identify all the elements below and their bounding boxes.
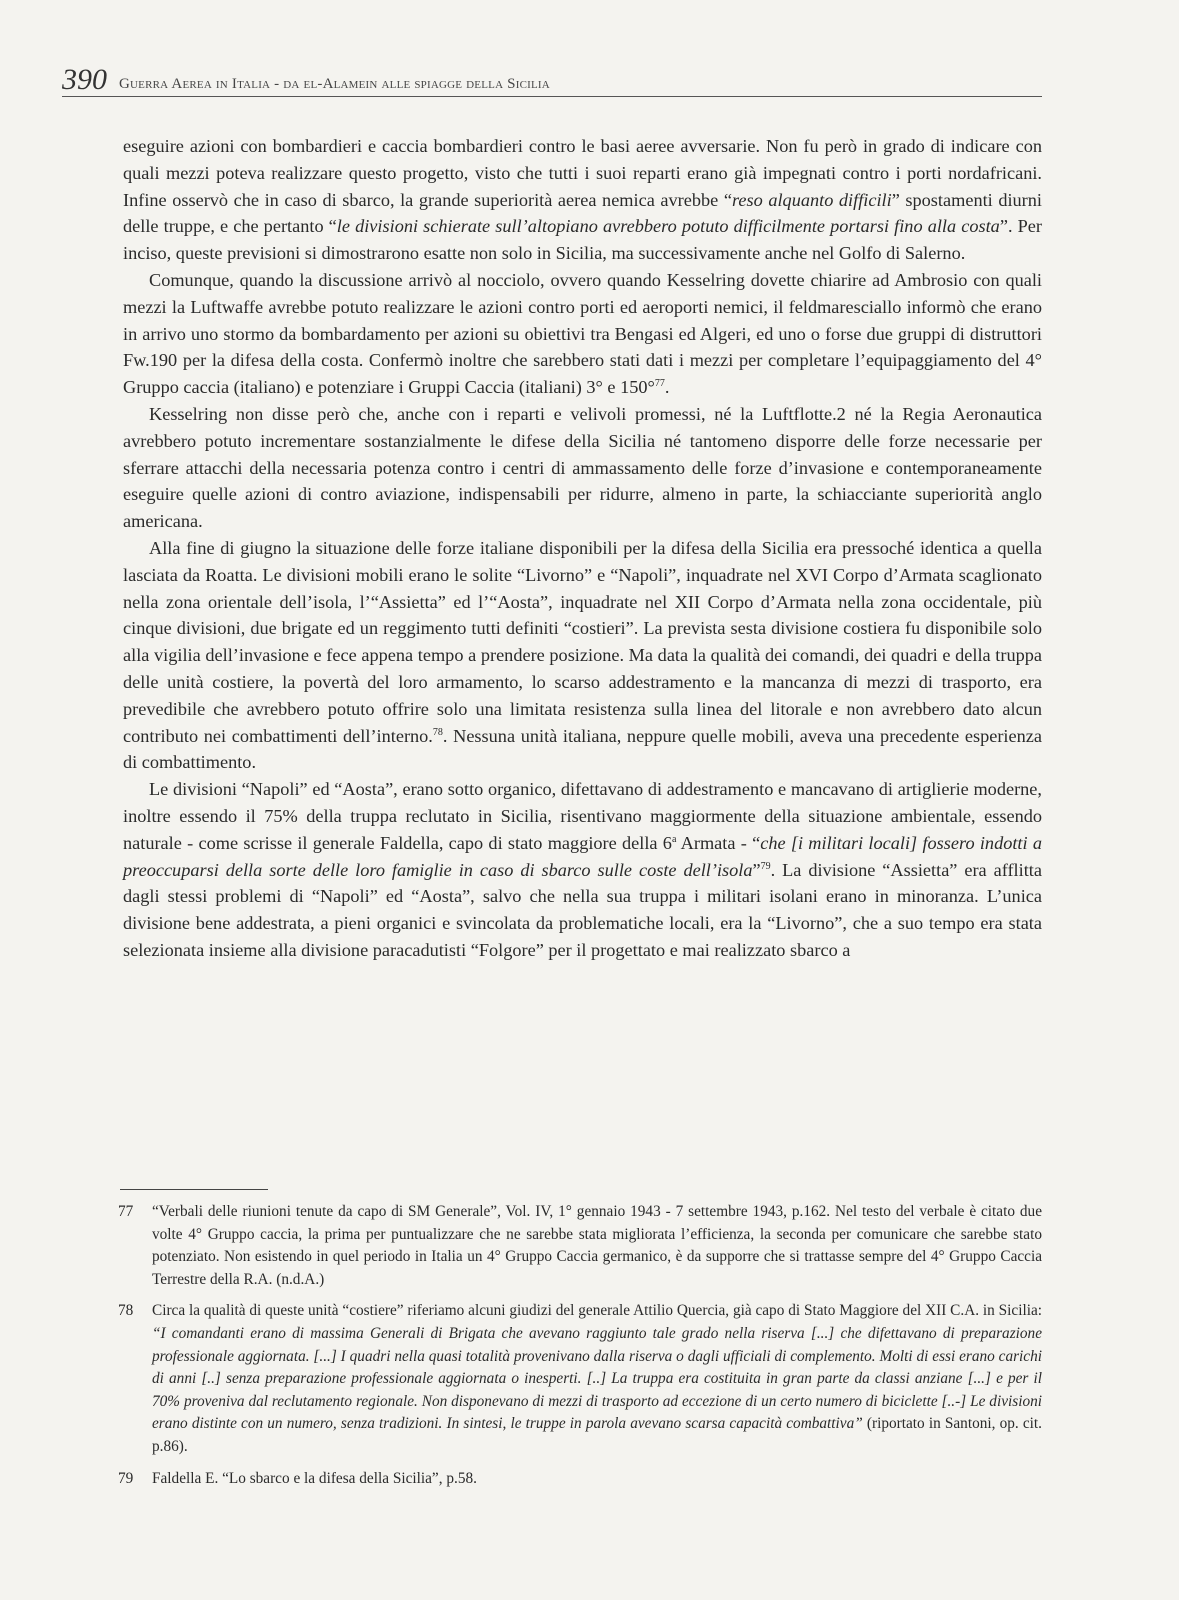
footnote-number: 79	[118, 1469, 134, 1487]
footnote-79	[118, 1468, 1042, 1491]
paragraph-5: Le divisioni “Napoli” ed “Aosta”, erano sotto organico, difettavano di addestramento e mancavano di artiglierie moderne, inoltre essendo il 75% della truppa reclutato in Sicilia, risentivano maggiormente della situazione ambientale, essendo naturale - come scrisse il generale Faldella, capo di stato maggiore della 6$^a$ Armata - “che [i militari locali] fossero indotti a preoccuparsi della sorte delle loro famiglie in caso di sbarco sulle coste dell’isola”$^{79}$. La divisione “Assietta” era afflitta dagli stessi problemi di “Napoli” ed “Aosta”, salvo che nella sua truppa i militari isolani erano in minoranza. L’unica divisione bene addestrata, a pieni organici e svincolata da problematiche locali, era la “Livorno”, che a suo tempo era stata selezionata insieme alla divisione paracadutisti “Folgore” per il progettato e mai realizzato sbarco a	[123, 779, 1042, 960]
footnote-divider	[120, 1189, 268, 1190]
ordinal-superscript: a	[671, 833, 677, 845]
footnote-number: 77	[118, 1203, 134, 1220]
running-title: Guerra Aerea in Italia - da el-Alamein alle spiagge della Sicilia	[119, 76, 550, 92]
footnotes	[118, 1201, 1042, 1499]
footnote-ref-78: 78	[432, 726, 443, 738]
footnote-ref-79: 79	[760, 860, 771, 872]
footnote-77	[118, 1201, 1042, 1291]
page-header	[62, 62, 1042, 97]
footnote-text: “Verbali delle riunioni tenute da capo di SM Generale”, Vol. IV, 1° gennaio 1943 - 7 settembre 1943, p.162. Nel testo del verbale è citato due volte 4° Gruppo caccia, la prima per puntualizzare che ne sarebbe stata migliorata l’efficienza, la seconda per comunicare che sarebbe stato potenziato. Non esistendo in quel periodo in Italia un 4° Gruppo Caccia germanico, è da supporre che si trattasse sempre del 4° Gruppo Caccia Terrestre della R.A. (n.d.A.)	[152, 1203, 1042, 1288]
footnote-number: 78	[118, 1302, 134, 1320]
paragraph-1: eseguire azioni con bombardieri e caccia bombardieri contro le basi aeree avversarie. Non fu però in grado di indicare con quali mezzi poteva realizzare questo progetto, visto che tutti i suoi reparti erano già impegnati contro i porti nordafricani. Infine osservò che in caso di sbarco, la grande superiorità aerea nemica avrebbe “reso alquanto difficili” spostamenti diurni delle truppe, e che pertanto “le divisioni schierate sull’altopiano avrebbero potuto difficilmente portarsi fino alla costa”. Per inciso, queste previsioni si dimostrarono esatte non solo in Sicilia, ma successivamente anche nel Golfo di Salerno.	[123, 136, 1042, 264]
paragraph-3: Kesselring non disse però che, anche con i reparti e velivoli promessi, né la Luftflotte.2 né la Regia Aeronautica avrebbero potuto incrementare sostanzialmente le difese della Sicilia né tantomeno disporre delle forze necessarie per sferrare attacchi della necessaria potenza contro i centri di ammassamento delle forze d’invasione e contemporaneamente eseguire quelle azioni di contro aviazione, indispensabili per ridurre, almeno in parte, la schiacciante superiorità anglo americana.	[123, 403, 1042, 532]
footnote-text: Circa la qualità di queste unità “costiere” riferiamo alcuni giudizi del generale Attilio Quercia, già capo di Stato Maggiore del XII C.A. in Sicilia: “I comandanti erano di massima Generali di Brigata che avevano raggiunto tale grado nella riserva [...] che difettavano di preparazione professionale aggiornata. [...] I quadri nella quasi totalità provenivano dalla riserva o dagli ufficiali di complemento. Molti di essi erano carichi di anni [..] senza preparazione professionale aggiornata o inesperti. [..] La truppa era costituita in gran parte da classi anziane [...] e per il 70% proveniva dal reclutamento regionale. Non disponevano di mezzi di trasporto ad eccezione di un certo numero di biciclette [..-] Le divisioni erano distinte con un numero, senza tradizioni. In sintesi, le truppe in parola avevano scarsa capacità combattiva” (riportato in Santoni, op. cit. p.86).	[152, 1302, 1042, 1455]
paragraph-2: Comunque, quando la discussione arrivò al nocciolo, ovvero quando Kesselring dovette chiarire ad Ambrosio con quali mezzi la Luftwaffe avrebbe potuto realizzare le azioni contro porti ed aeroporti nemici, il feldmaresciallo informò che erano in arrivo uno stormo da bombardamento per azioni su obiettivi tra Bengasi ed Algeri, ed uno o forse due gruppi di distruttori Fw.190 per la difesa della costa. Confermò inoltre che sarebbero stati dati i mezzi per completare l’equipaggiamento del 4° Gruppo caccia (italiano) e potenziare i Gruppi Caccia (italiani) 3° e 150°$^{77}$.	[123, 269, 1042, 398]
paragraph-4: Alla fine di giugno la situazione delle forze italiane disponibili per la difesa della Sicilia era pressoché identica a quella lasciata da Roatta. Le divisioni mobili erano le solite “Livorno” e “Napoli”, inquadrate nel XVI Corpo d’Armata scaglionato nella zona orientale dell’isola, l’“Assietta” ed l’“Aosta”, inquadrate nel XII Corpo d’Armata nella zona occidentale, più cinque divisioni, due brigate ed un reggimento tutti definiti “costieri”. La prevista sesta divisione costiera fu disponibile solo alla vigilia dell’invasione e fece appena tempo a prendere posizione. Ma data la qualità dei comandi, dei quadri e della truppa delle unità costiere, la povertà del loro armamento, lo scarso addestramento e la mancanza di mezzi di trasporto, era prevedibile che avrebbero potuto offrire solo una limitata resistenza sulla linea del litorale e non avrebbero dato alcun contributo nei combattimenti dell’interno.$^{78}$. Nessuna unità italiana, neppure quelle mobili, aveva una precedente esperienza di combattimento.	[123, 537, 1042, 773]
footnote-ref-77: 77	[654, 378, 665, 390]
main-text	[123, 133, 1042, 964]
footnote-text: Faldella E. “Lo sbarco e la difesa della Sicilia”, p.58.	[152, 1469, 477, 1487]
footnote-78	[118, 1300, 1042, 1458]
page-number: 390	[62, 63, 107, 96]
